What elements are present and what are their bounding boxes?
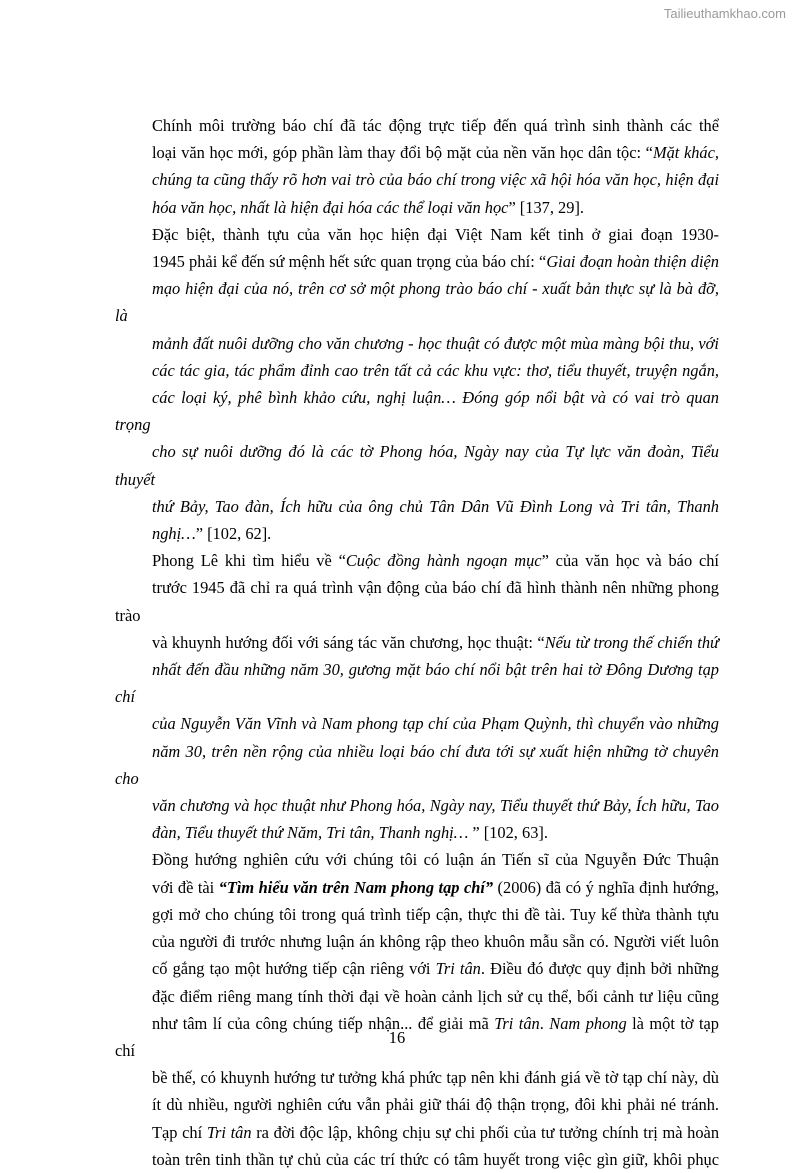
text-line [115, 275, 719, 329]
text-line [115, 330, 719, 357]
citation: ” [102, 63]. [468, 823, 548, 843]
page-number: 16 [388, 1028, 406, 1047]
quote-text: Cuộc đồng hành ngoạn mục [345, 551, 542, 571]
quote-text: hóa văn học, nhất là hiện đại hóa các thể loại văn học [152, 197, 509, 217]
text-line: với đề tài “Tìm hiểu văn trên Nam phong tạp chí” (2006) đã có ý nghĩa định hướng, [152, 877, 719, 897]
text-line [115, 194, 719, 221]
text-line [115, 792, 719, 819]
citation: ” [102, 62]. [195, 524, 272, 544]
document-body [115, 112, 719, 1173]
quote-text: năm 30, trên nền rộng của nhiều loại báo chí đưa tới sự xuất hiện những tờ chuyên cho [115, 741, 719, 788]
text-line [115, 166, 719, 193]
text-line [115, 656, 719, 710]
journal-name: Nam phong [549, 1013, 627, 1033]
text-line: cố gắng tạo một hướng tiếp cận riêng với Tri tân. Điều đó được quy định bởi những [152, 959, 720, 979]
text-line: như tâm lí của công chúng tiếp nhận... để giải mã Tri tân. Nam phong là một tờ tạp chí [115, 1013, 720, 1060]
paragraph [115, 112, 719, 221]
thesis-title: “Tìm hiểu văn trên Nam phong tạp chí” [218, 877, 494, 897]
text-line: trước 1945 đã chỉ ra quá trình vận động của báo chí đã hình thành nên những phong trào [115, 578, 719, 625]
paragraph [115, 846, 719, 1172]
quote-text: đàn, Tiểu thuyết thứ Năm, Tri tân, Thanh nghị… [152, 823, 469, 843]
quote-text: mạo hiện đại của nó, trên cơ sở một phong trào báo chí - xuất bản thực sự là bà đỡ, là [115, 279, 719, 326]
quote-text: Nếu từ trong thế chiến thứ [544, 632, 719, 652]
journal-name: Tri tân [494, 1013, 540, 1033]
quote-text: các loại ký, phê bình khảo cứu, nghị luận… Đóng góp nổi bật và có vai trò quan trọng [115, 388, 719, 435]
text-line [115, 493, 719, 520]
text-line: gợi mở cho chúng tôi trong quá trình tiếp cận, thực thi đề tài. Tuy kế thừa thành tựu [152, 904, 719, 924]
text-line: đặc điểm riêng mang tính thời đại về hoàn cảnh lịch sử cụ thể, bối cảnh tư liệu cũng [152, 986, 719, 1006]
citation: ” [137, 29]. [508, 197, 584, 217]
paragraph [115, 547, 719, 846]
paragraph [115, 221, 719, 547]
quote-text: Mặt khác, [652, 143, 719, 163]
text-line [115, 357, 719, 384]
text-line: của người đi trước nhưng luận án không rập theo khuôn mẫu sẵn có. Người viết luôn [152, 932, 719, 952]
text-line: Chính môi trường báo chí đã tác động trực tiếp đến quá trình sinh thành các thể [152, 116, 719, 135]
quote-text: cho sự nuôi dưỡng đó là các tờ Phong hóa, Ngày nay của Tự lực văn đoàn, Tiểu thuyết [115, 442, 719, 489]
watermark: Tailieuthamkhao.com [663, 6, 786, 21]
quote-text: nghị… [152, 524, 196, 544]
text-line: bề thế, có khuynh hướng tư tưởng khá phức tạp nên khi đánh giá về tờ tạp chí này, dù [152, 1068, 719, 1088]
text-line [115, 819, 719, 846]
quote-text: của Nguyễn Văn Vĩnh và Nam phong tạp chí của Phạm Quỳnh, thì chuyển vào những [152, 714, 719, 734]
text-line: Tạp chí Tri tân ra đời độc lập, không chịu sự chi phối của tư tưởng chính trị mà hoàn [152, 1122, 720, 1142]
text-line: Phong Lê khi tìm hiểu về “Cuộc đồng hành ngoạn mục” của văn học và báo chí [152, 551, 719, 571]
journal-name: Tri tân [206, 1122, 252, 1142]
journal-name: Tri tân [435, 959, 481, 979]
text-line: 1945 phải kể đến sứ mệnh hết sức quan trọng của báo chí: “Giai đoạn hoàn thiện diện [152, 252, 719, 272]
text-line: toàn trên tinh thần tự chủ của các trí thức có tâm huyết trong việc gìn giữ, khôi phục [152, 1149, 719, 1169]
text-line: Đặc biệt, thành tựu của văn học hiện đại Việt Nam kết tinh ở giai đoạn 1930- [152, 224, 719, 244]
text-line [115, 438, 719, 492]
text-line: và khuynh hướng đối với sáng tác văn chương, học thuật: “Nếu từ trong thế chiến thứ [152, 632, 719, 652]
text-line [115, 738, 719, 792]
quote-text: các tác gia, tác phẩm đỉnh cao trên tất cả các khu vực: thơ, tiểu thuyết, truyện ngắn, [152, 360, 719, 380]
text-line [115, 520, 719, 547]
quote-text: mảnh đất nuôi dưỡng cho văn chương - học thuật có được một mùa màng bội thu, với [152, 333, 719, 353]
quote-text: chúng ta cũng thấy rõ hơn vai trò của báo chí trong việc xã hội hóa văn học, hiện đại [152, 170, 719, 190]
text-line [115, 384, 719, 438]
text-line: ít dù nhiều, người nghiên cứu vẫn phải giữ thái độ thận trọng, đôi khi phải né tránh. [152, 1095, 719, 1115]
text-line: Đồng hướng nghiên cứu với chúng tôi có luận án Tiến sĩ của Nguyễn Đức Thuận [152, 850, 719, 870]
text-line: loại văn học mới, góp phần làm thay đổi bộ mặt của nền văn học dân tộc: “Mặt khác, [152, 143, 719, 163]
text-line [115, 710, 719, 737]
quote-text: nhất đến đầu những năm 30, gương mặt báo chí nổi bật trên hai tờ Đông Dương tạp chí [115, 660, 719, 707]
quote-text: Giai đoạn hoàn thiện diện [546, 252, 719, 272]
quote-text: văn chương và học thuật như Phong hóa, Ngày nay, Tiểu thuyết thứ Bảy, Ích hữu, Tao [152, 796, 719, 816]
quote-text: thứ Bảy, Tao đàn, Ích hữu của ông chủ Tân Dân Vũ Đình Long và Tri tân, Thanh [152, 496, 719, 516]
